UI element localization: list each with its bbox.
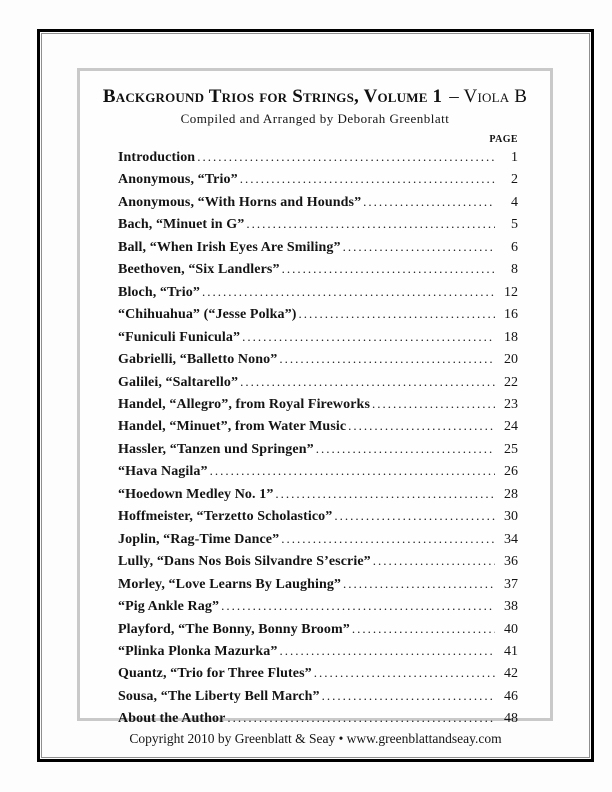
toc-entry <box>118 550 518 572</box>
toc-entry <box>118 707 518 729</box>
dot-leader <box>334 505 495 527</box>
book-title <box>80 85 550 109</box>
toc-entry-title: “Hava Nagila” <box>118 464 208 480</box>
copyright-footer: Copyright 2010 by Greenblatt & Seay • www.greenblattandseay.com <box>129 731 502 746</box>
dot-leader <box>316 438 495 460</box>
toc-entry <box>118 460 518 482</box>
toc-entry-title: “Hoedown Medley No. 1” <box>118 486 274 502</box>
dot-leader <box>348 415 495 437</box>
toc-entry-page-number: 22 <box>504 374 518 390</box>
toc-entry <box>118 640 518 662</box>
toc-entry-title: Handel, “Minuet”, from Water Music <box>118 419 347 435</box>
dot-leader <box>352 618 495 640</box>
toc-entry-title: “Funiculi Funicula” <box>118 329 241 345</box>
toc-entry <box>118 348 518 370</box>
toc-entry-title: “Pig Ankle Rag” <box>118 599 220 615</box>
toc-entry <box>118 573 518 595</box>
toc-entry <box>118 685 518 707</box>
toc-entry <box>118 662 518 684</box>
table-of-contents <box>80 146 550 730</box>
dot-leader <box>281 528 495 550</box>
toc-entry-title: Quantz, “Trio for Three Flutes” <box>118 666 312 682</box>
toc-entry-title: Ball, “When Irish Eyes Are Smiling” <box>118 239 341 255</box>
toc-entry <box>118 595 518 617</box>
toc-entry-title: Anonymous, “With Horns and Hounds” <box>118 194 362 210</box>
toc-entry-page-number: 34 <box>504 531 518 547</box>
book-title-main: Background Trios for Strings, Volume 1 <box>102 86 443 107</box>
toc-entry-page-number: 36 <box>504 554 518 570</box>
toc-entry-title: Morley, “Love Learns By Laughing” <box>118 576 342 592</box>
toc-entry-page-number: 4 <box>511 194 518 210</box>
toc-entry-page-number: 30 <box>504 509 518 525</box>
toc-entry-page-number: 26 <box>504 464 518 480</box>
dot-leader <box>314 662 495 684</box>
dot-leader <box>202 281 495 303</box>
toc-entry-page-number: 1 <box>511 150 518 165</box>
toc-entry-title: “Plinka Plonka Mazurka” <box>118 643 278 659</box>
toc-entry-page-number: 2 <box>511 172 518 188</box>
toc-entry-page-number: 5 <box>511 217 518 233</box>
toc-entry-page-number: 16 <box>504 307 518 323</box>
toc-entry <box>118 528 518 550</box>
toc-entry <box>118 303 518 325</box>
toc-entry-page-number: 12 <box>504 284 518 300</box>
dot-leader <box>279 348 495 370</box>
toc-entry <box>118 236 518 258</box>
toc-entry-title: Playford, “The Bonny, Bonny Broom” <box>118 621 350 637</box>
dot-leader <box>221 595 495 617</box>
toc-entry-page-number: 28 <box>504 486 518 502</box>
toc-entry <box>118 371 518 393</box>
toc-entry-title: Galilei, “Saltarello” <box>118 374 239 390</box>
dot-leader <box>240 371 495 393</box>
compiler-credit: Compiled and Arranged by Deborah Greenblatt <box>180 111 450 126</box>
toc-entry-page-number: 23 <box>504 396 518 412</box>
toc-entry-title: Sousa, “The Liberty Bell March” <box>118 688 320 704</box>
toc-entry <box>118 258 518 280</box>
toc-entry-title: “Chihuahua” (“Jesse Polka”) <box>118 307 297 323</box>
dot-leader <box>343 236 495 258</box>
toc-entry <box>118 415 518 437</box>
toc-entry-title: Handel, “Allegro”, from Royal Fireworks <box>118 396 370 412</box>
toc-entry-title: Bloch, “Trio” <box>118 284 200 300</box>
dot-leader <box>246 213 495 235</box>
toc-entry <box>118 393 518 415</box>
toc-entry-page-number: 24 <box>504 419 518 435</box>
content-frame <box>77 68 553 727</box>
toc-entry-page-number: 46 <box>504 688 518 704</box>
dot-leader <box>372 393 495 415</box>
toc-entry-page-number: 42 <box>504 666 518 682</box>
toc-entry <box>118 213 518 235</box>
page-column-label: PAGE <box>489 134 518 145</box>
toc-entry-title: Lully, “Dans Nos Bois Silvandre S’escrie” <box>118 554 371 570</box>
toc-entry <box>118 438 518 460</box>
toc-entry-page-number: 20 <box>504 352 518 368</box>
toc-entry-page-number: 40 <box>504 621 518 637</box>
toc-entry-title: About the Author <box>118 711 226 727</box>
toc-entry-page-number: 41 <box>504 643 518 659</box>
toc-entry-title: Hoffmeister, “Terzetto Scholastico” <box>118 509 333 525</box>
toc-entry <box>118 168 518 190</box>
dot-leader <box>242 326 495 348</box>
toc-entry <box>118 191 518 213</box>
toc-entry <box>118 483 518 505</box>
toc-entry-page-number: 18 <box>504 329 518 345</box>
dot-leader <box>363 191 495 213</box>
dot-leader <box>343 573 495 595</box>
toc-entry <box>118 618 518 640</box>
dot-leader <box>299 303 495 325</box>
dot-leader <box>279 640 495 662</box>
dot-leader <box>227 707 495 729</box>
toc-entry-page-number: 38 <box>504 599 518 615</box>
toc-entry-title: Gabrielli, “Balletto Nono” <box>118 352 278 368</box>
dot-leader <box>322 685 495 707</box>
dot-leader <box>373 550 495 572</box>
toc-entry-title: Hassler, “Tanzen und Springen” <box>118 441 314 457</box>
toc-entry-page-number: 48 <box>504 711 518 727</box>
toc-entry-page-number: 37 <box>504 576 518 592</box>
dot-leader <box>240 168 495 190</box>
toc-entry-title: Joplin, “Rag-Time Dance” <box>118 531 280 547</box>
toc-entry <box>118 146 518 168</box>
toc-entry-title: Bach, “Minuet in G” <box>118 217 245 233</box>
toc-entry-page-number: 25 <box>504 441 518 457</box>
book-title-suffix: – Viola B <box>449 86 528 107</box>
toc-entry-page-number: 6 <box>511 239 518 255</box>
toc-entry-title: Anonymous, “Trio” <box>118 172 238 188</box>
toc-entry <box>118 505 518 527</box>
toc-entry-page-number: 8 <box>511 262 518 278</box>
dot-leader <box>197 146 495 168</box>
toc-entry <box>118 326 518 348</box>
dot-leader <box>275 483 495 505</box>
dot-leader <box>210 460 495 482</box>
toc-entry <box>118 281 518 303</box>
dot-leader <box>282 258 495 280</box>
toc-entry-title: Beethoven, “Six Landlers” <box>118 262 280 278</box>
toc-entry-title: Introduction <box>118 150 196 165</box>
